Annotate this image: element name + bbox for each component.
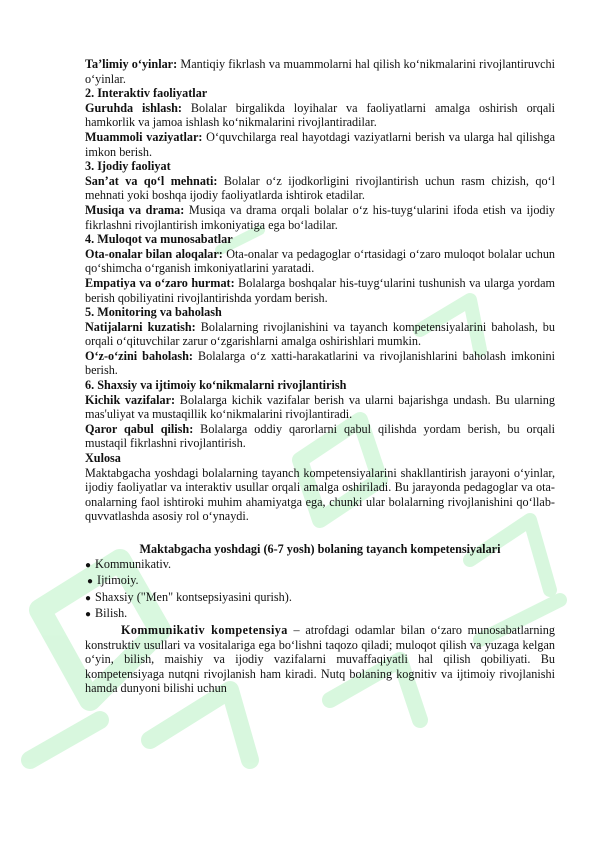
paragraph-text: Bolalarga o‘z xatti-harakatlarini va rivojlanishlarini baholash imkonini berish. <box>85 348 555 378</box>
bullet-icon: ● <box>87 576 94 588</box>
bullet-item <box>85 590 555 607</box>
labeled-paragraph <box>85 276 555 305</box>
labeled-paragraph <box>85 422 555 451</box>
paragraph-text: Mantiqiy fikrlash va muammolarni hal qilish ko‘nikmalarini rivojlantiruvchi o‘yinlar. <box>85 57 555 86</box>
bullet-text: Bilish. <box>95 606 128 621</box>
section-heading: 6. Shaxsiy va ijtimoiy ko‘nikmalarni rivojlantirish <box>85 378 347 393</box>
labeled-paragraph <box>85 101 555 130</box>
paragraph: Maktabgacha yoshdagi bolalarning tayanch kompetensiyalarini shakllantirish jarayoni o‘yinlar, ijodiy faoliyatlar va interaktiv usullar orqali amalga oshiriladi. Bu jarayonda pedagoglar va ota-onalarning faol ishtiroki muhim ahamiyatga ega, chunki ular bolalarning rivojlanishini qo‘llab-quvvatlashda asosiy rol o‘ynaydi. <box>85 465 555 524</box>
bullet-icon: ● <box>85 609 92 621</box>
paragraph-label: Ota-onalar bilan aloqalar: <box>85 246 223 261</box>
section-heading: 5. Monitoring va baholash <box>85 305 222 320</box>
paragraph-label: Empatiya va o‘zaro hurmat: <box>85 275 235 290</box>
labeled-paragraph <box>85 393 555 422</box>
paragraph-label: San’at va qo‘l mehnati: <box>85 173 218 188</box>
bullet-item <box>85 606 555 623</box>
paragraph-label: O‘z-o‘zini baholash: <box>85 348 193 363</box>
section-heading: 4. Muloqot va munosabatlar <box>85 232 233 247</box>
labeled-paragraph <box>85 130 555 159</box>
labeled-paragraph <box>85 57 555 86</box>
paragraph-text: Bolalarning rivojlanishini va tayanch kompetensiyalarini baholash, bu orqali o‘qituvchilar zarur o‘zgarishlarni amalga oshirishlari mumkin. <box>85 319 555 349</box>
paragraph-label: Guruhda ishlash: <box>85 100 182 115</box>
paragraph-text: Bolalar o‘z ijodkorligini rivojlantirish uchun rasm chizish, qo‘l mehnati yoki boshqa ijodiy faoliyatlarda ishtirok etadilar. <box>85 173 555 203</box>
paragraph-label: Kichik vazifalar: <box>85 392 176 407</box>
paragraph-label: Natijalarni kuzatish: <box>85 319 196 334</box>
paragraph-text: O‘quvchilarga real hayotdagi vaziyatlarni berish va ularga hal qilishga imkon berish. <box>85 129 555 159</box>
labeled-paragraph <box>85 203 555 232</box>
paragraph-label: Musiqa va drama: <box>85 202 185 217</box>
paragraph-text: Ota-onalar va pedagoglar o‘rtasidagi o‘zaro muloqot bolalar uchun qo‘shimcha o‘rganish imkoniyatlarini yaratadi. <box>85 246 556 276</box>
bullet-icon: ● <box>85 592 92 604</box>
section-heading: 2. Interaktiv faoliyatlar <box>85 86 208 101</box>
bullet-item <box>85 573 555 590</box>
section-heading: Xulosa <box>85 451 121 466</box>
final-paragraph-text: – atrofdagi odamlar bilan o‘zaro munosabatlarning konstruktiv usullari va vositalariga ega bo‘lishni taqozo qiladi; muloqot qilish va yuzaga kelgan o‘yin, bilish, maishiy va ijodiy vazifalarni muvaffaqiyatli hal qilish qobiliyati. Bu kompetensiyaga nutqni rivojlanish ham kiradi. Nutq bolaning kognitiv va ijtimoiy rivojlanishi hamda dunyoni bilishi uchun <box>85 622 555 696</box>
labeled-paragraph <box>85 174 555 203</box>
section-heading: 3. Ijodiy faoliyat <box>85 159 171 174</box>
final-paragraph-label: Kommunikativ kompetensiya <box>121 622 288 637</box>
bullet-item <box>85 557 555 574</box>
document-page <box>85 57 555 696</box>
paragraph-text: Musiqa va drama orqali bolalar o‘z his-tuyg‘ularini ifoda etish va ijodiy fikrlashni rivojlantirish imkoniyatiga ega bo‘ladilar. <box>85 202 556 232</box>
paragraph-text: Bolalar birgalikda loyihalar va faoliyatlarni amalga oshirish orqali hamkorlik va jamoa ishlash ko‘nikmalarini rivojlantiradilar. <box>85 100 555 130</box>
bullet-text: Shaxsiy ("Men" kontsepsiyasini qurish). <box>95 589 292 604</box>
paragraph-text: Bolalarga kichik vazifalar berish va ularni bajarishga undash. Bu ularning mas'uliyat va mustaqillik ko‘nikmalarini rivojlantiradi. <box>85 392 555 422</box>
final-paragraph <box>85 623 555 696</box>
paragraph-text: Bolalarga oddiy qarorlarni qabul qilishda yordam berish, bu orqali mustaqil fikrlashni rivojlantirish. <box>85 421 555 451</box>
paragraph-label: Ta’limiy o‘yinlar: <box>85 57 178 71</box>
section-title: Maktabgacha yoshdagi (6-7 yosh) bolaning tayanch kompetensiyalari <box>139 542 501 556</box>
bullet-text: Kommunikativ. <box>95 556 172 571</box>
paragraph-text: Bolalarga boshqalar his-tuyg‘ularini tushunish va ularga yordam berish qobiliyatini rivojlantirishda yordam berish. <box>85 275 555 305</box>
bullet-icon: ● <box>85 559 92 571</box>
bullet-text: Ijtimoiy. <box>97 573 139 588</box>
paragraph-label: Qaror qabul qilish: <box>85 421 194 436</box>
labeled-paragraph <box>85 247 555 276</box>
labeled-paragraph <box>85 349 555 378</box>
labeled-paragraph <box>85 320 555 349</box>
paragraph-label: Muammoli vaziyatlar: <box>85 129 203 144</box>
